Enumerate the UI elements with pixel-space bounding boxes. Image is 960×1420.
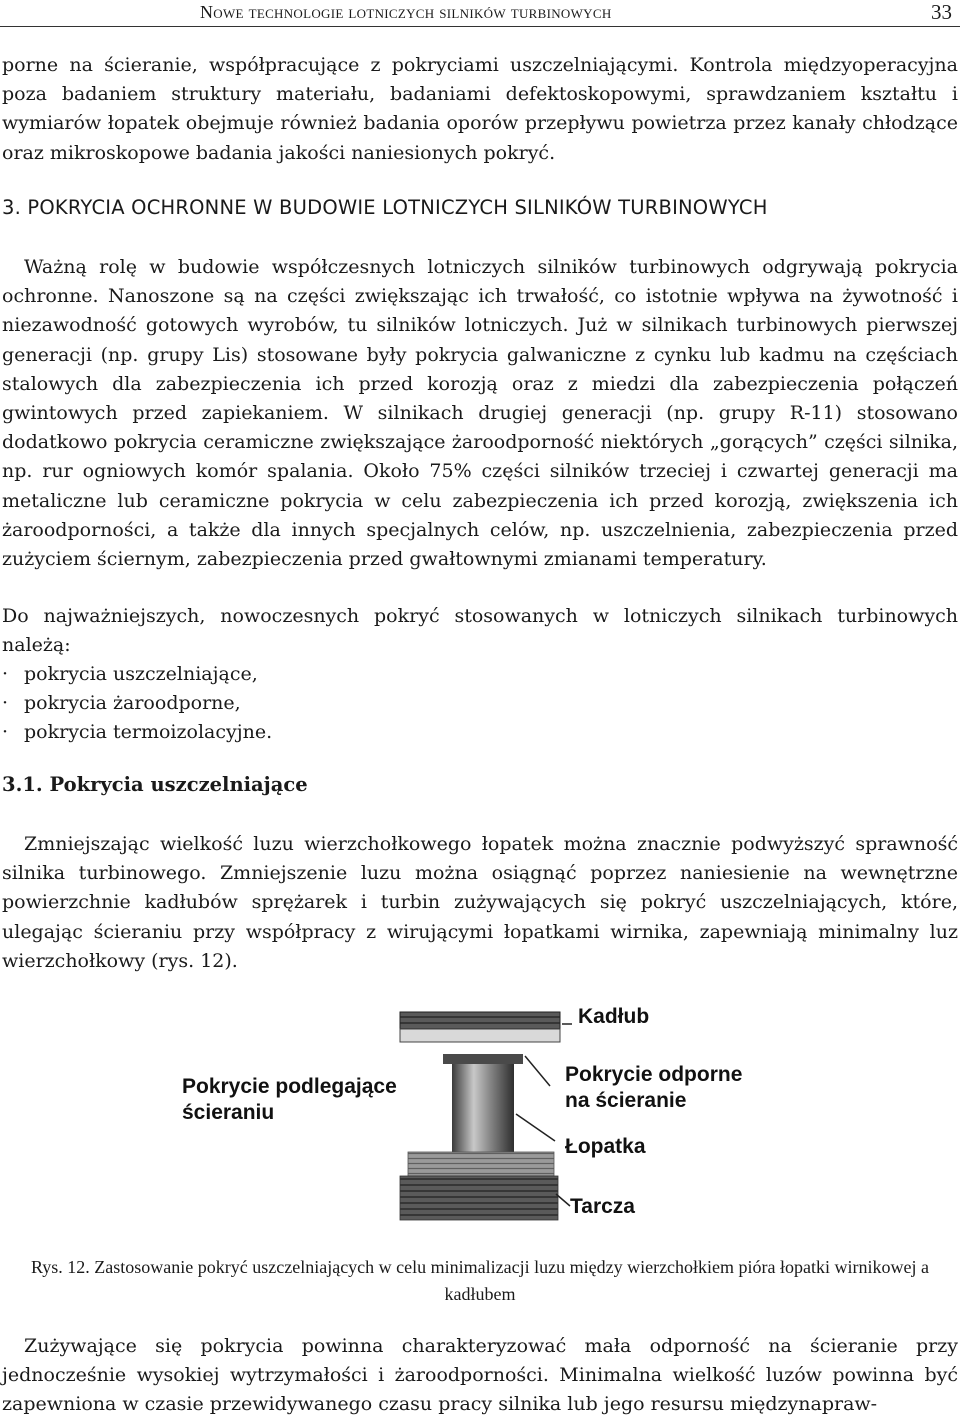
label-abradable-line1: Pokrycie podlegające [182, 1075, 397, 1098]
blade-shape [452, 1064, 514, 1152]
label-disc: Tarcza [570, 1195, 635, 1218]
running-header [0, 0, 960, 27]
label-abradable-line2: ścieraniu [182, 1101, 275, 1124]
paragraph-seal-coatings: Zmniejszając wielkość luzu wierzchołkowego łopatek można znacznie podwyższyć sprawność silnika turbinowego. Zmniejszenie luzu można osiągnąć poprzez naniesienie na wewnętrzne powierzchnie kadłubów sprężarek i turbin zużywających się pokryć uszczelniających, które, ulegając ścieraniu przy współpracy z wirującymi łopatkami wirnika, zapewniają minimalny luz wierzchołkowy (rys. 12). [2, 833, 958, 972]
figure-caption: Rys. 12. Zastosowanie pokryć uszczelniających w celu minimalizacji luzu między wierzchołkiem pióra łopatki wirnikowej a kadłubem [31, 1257, 929, 1304]
paragraph-wear-coatings: Zużywające się pokrycia powinna charakteryzować mała odporność na ścieranie przy jednocześnie wysokiej wytrzymałości i żaroodporności. Minimalna wielkość luzów powinna być zapewniona w czasie przewidywanego czasu pracy silnika lub jego resursu międzynapraw- [2, 1335, 958, 1416]
disc-shape [400, 1176, 558, 1220]
label-casing: Kadłub [578, 1005, 650, 1028]
label-resistant-line2: na ścieranie [565, 1089, 687, 1112]
paragraph-protective-coatings: Ważną rolę w budowie współczesnych lotniczych silników turbinowych odgrywają pokrycia ochronne. Nanoszone są na części zwiększając ich trwałość, co istotnie wpływa na żywotność i niezawodność gotowych wyrobów, tu silników lotniczych. Już w silnikach turbinowych pierwszej generacji (np. grupy Lis) stosowane były pokrycia galwaniczne z cynku lub kadmu na częściach stalowych dla zabezpieczenia ich przed korozją oraz z miedzi dla zabezpieczenia połączeń gwintowych przed zapiekaniem. W silnikach drugiej generacji (np. grupy R-11) stosowano dodatkowo pokrycia ceramiczne zwiększające żaroodporność niektórych „gorących” części silnika, np. rur ogniowych komór spalania. Około 75% części silników trzeciej i czwartej generacji ma metaliczne lub ceramiczne pokrycia w celu zabezpieczenia ich przed korozją, zwiększenia ich żaroodporności, a także dla innych specjalnych celów, np. uszczelnienia, zabezpieczenia przed zużyciem ściernym, zabezpieczenia przed gwałtownymi zmianami temperatury. [2, 256, 958, 571]
label-resistant-line1: Pokrycie odporne [565, 1063, 743, 1086]
coating-list [2, 660, 272, 747]
bullet-icon: · [2, 721, 9, 743]
blade-root-shape [408, 1152, 554, 1176]
list-item [2, 689, 272, 718]
bullet-icon: · [2, 692, 9, 714]
figure-blade-tip-seal [160, 996, 780, 1236]
paragraph-coating-list-intro: Do najważniejszych, nowoczesnych pokryć stosowanych w lotniczych silnikach turbinowych należą: [2, 605, 958, 657]
casing-shape [400, 1012, 560, 1029]
list-item-text: pokrycia żaroodporne, [24, 692, 241, 714]
label-blade: Łopatka [565, 1135, 646, 1158]
page-number: 33 [931, 0, 952, 24]
list-item-text: pokrycia termoizolacyjne. [24, 721, 273, 743]
paragraph-intro: porne na ścieranie, współpracujące z pokryciami uszczelniającymi. Kontrola międzyoperacyjna poza badaniem struktury materiału, badaniami defektoskopowymi, sprawdzaniem kształtu i wymiarów łopatek obejmuje również badania oporów przepływu powietrza przez kanały chłodzące oraz mikroskopowe badania jakości naniesionych pokryć. [2, 54, 958, 164]
list-item-text: pokrycia uszczelniające, [24, 663, 258, 685]
section-heading: 3. POKRYCIA OCHRONNE W BUDOWIE LOTNICZYCH SILNIKÓW TURBINOWYCH [2, 196, 768, 219]
abradable-coating-shape [400, 1029, 560, 1042]
subsection-heading: 3.1. Pokrycia uszczelniające [2, 773, 308, 796]
bullet-icon: · [2, 663, 9, 685]
running-title: Nowe technologie lotniczych silników turbinowych [200, 2, 612, 22]
list-item [2, 718, 272, 747]
list-item [2, 660, 272, 689]
blade-tip-shape [443, 1054, 523, 1064]
